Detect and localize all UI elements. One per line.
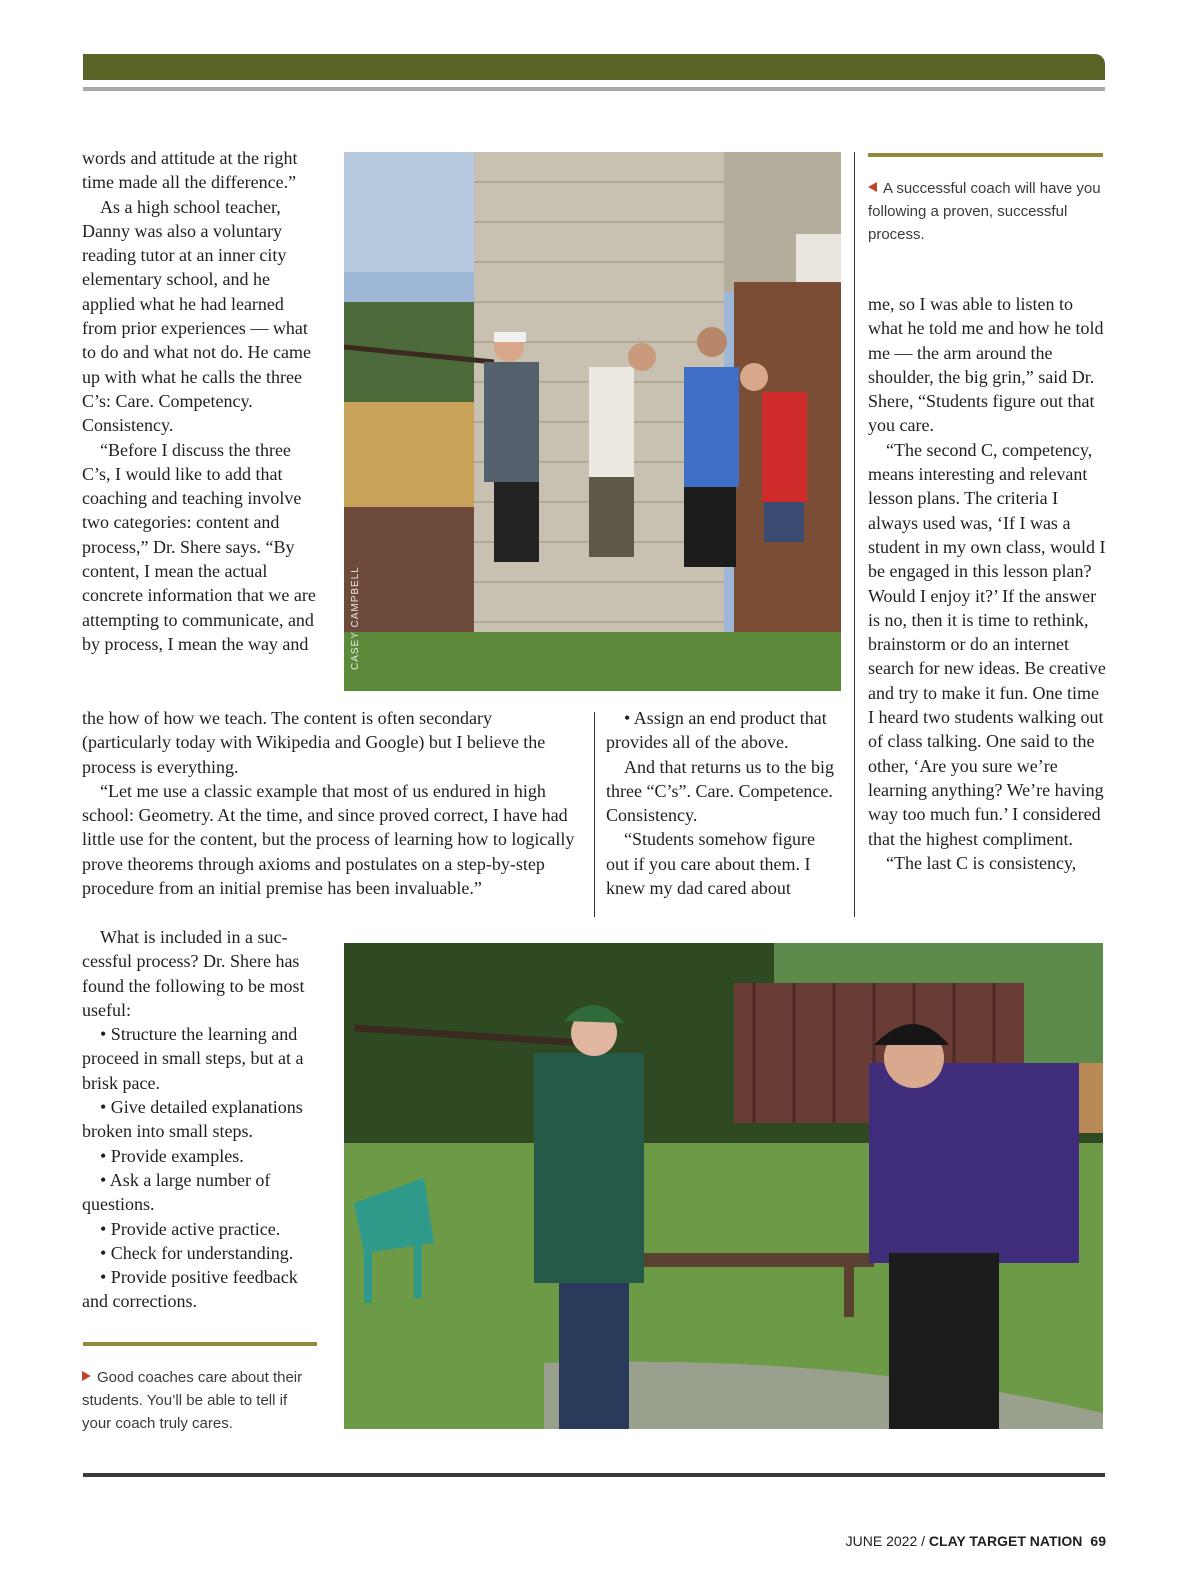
paragraph: As a high school teacher, Danny was also a voluntary reading tutor at an inner city elementary school, and he applied what he had learned from prior experiences — what to do and what not do. He came up with what he calls the three C’s: Care. Competency. Consistency. [82,196,311,436]
article-column-left-top [82,146,316,656]
photo-shooting-line [344,152,841,691]
paragraph: “Before I discuss the three C’s, I would like to add that coaching and teaching involve two categories: content and process,” Dr. Shere says. “By content, I mean the actual concrete information that we are attempting to communicate, and by process, I mean the way and [82,439,316,654]
article-column-left-lower [82,925,322,1314]
paragraph: “The last C is consistency, [886,852,1077,873]
page-number: 69 [1090,1533,1106,1549]
list-item: • Provide active practice. [100,1218,281,1239]
list-item: • Ask a large number of questions. [82,1169,271,1215]
article-column-right [868,292,1106,875]
paragraph: And that returns us to the big three “C’s”. Care. Competence. Consistency. [606,756,834,826]
caption-bottom-text: Good coaches care about their students. You’ll be able to tell if your coach truly cares. [82,1369,303,1432]
caption-bottom [82,1366,318,1435]
paragraph: the how of how we teach. The content is often secondary (particularly today with Wikipedia and Google) but I believe the process is everything. [82,708,546,777]
header-bar [83,54,1105,80]
page-footer [846,1533,1106,1549]
column-rule [594,712,595,917]
list-item: • Give detailed explanations broken into small steps. [82,1097,303,1142]
paragraph: • Assign an end product that provides all of the above. [606,708,827,753]
list-item: • Check for understanding. [100,1242,294,1263]
caption-rule-bottom [83,1342,317,1346]
arrow-left-icon [868,182,877,192]
paragraph: words and attitude at the right time made all the difference.” [82,148,298,193]
caption-rule-top [868,153,1103,157]
article-column-wide [82,706,582,900]
header-rule [83,87,1105,91]
footer-date: JUNE 2022 / [845,1533,929,1549]
photo-credit: CASEY CAMPBELL [350,566,361,670]
list-item: • Provide examples. [100,1145,244,1166]
caption-top-text: A successful coach will have you following a proven, successful process. [868,180,1101,243]
column-rule [854,152,855,917]
list-item: • Structure the learning and proceed in small steps, but at a brisk pace. [82,1024,304,1093]
arrow-right-icon [82,1371,91,1381]
paragraph: me, so I was able to listen to what he told me and how he told me — the arm around the shoulder, the big grin,” said Dr. Shere, “Students figure out that you care. [868,294,1104,436]
paragraph: “Students somehow figure out if you care about them. I knew my dad cared about [606,829,815,899]
article-column-middle [606,706,838,900]
footer-magazine: CLAY TARGET NATION [928,1533,1083,1549]
paragraph: “The second C, competency, means interesting and relevant lesson plans. The criteria I always used was, ‘If I was a student in my own class, would I be engaged in this lesson plan? Would I enjoy it?’ If the answer is no, then it is time to rethink, brainstorm or do an internet search for new ideas. Be creative and try to make it fun. One time I heard two students walking out of class talking. One said to the other, ‘Are you sure we’re learning anything? We’re having way too much fun.’ I considered that the highest compliment. [868,439,1106,849]
list-item: • Provide positive feedback and corrections. [82,1267,298,1312]
photo-coach-and-student [344,943,1103,1429]
footer-rule [83,1473,1105,1477]
caption-top [868,177,1102,246]
paragraph: “Let me use a classic example that most of us endured in high school: Geometry. At the time, and since proved correct, I have had little use for the content, but the process of learning how to logically prove theorems through axioms and postulates on a step-by-step procedure from an initial premise has been invaluable.” [82,780,575,899]
paragraph: What is included in a successful process? Dr. Shere has found the following to be most useful: [82,927,305,1020]
